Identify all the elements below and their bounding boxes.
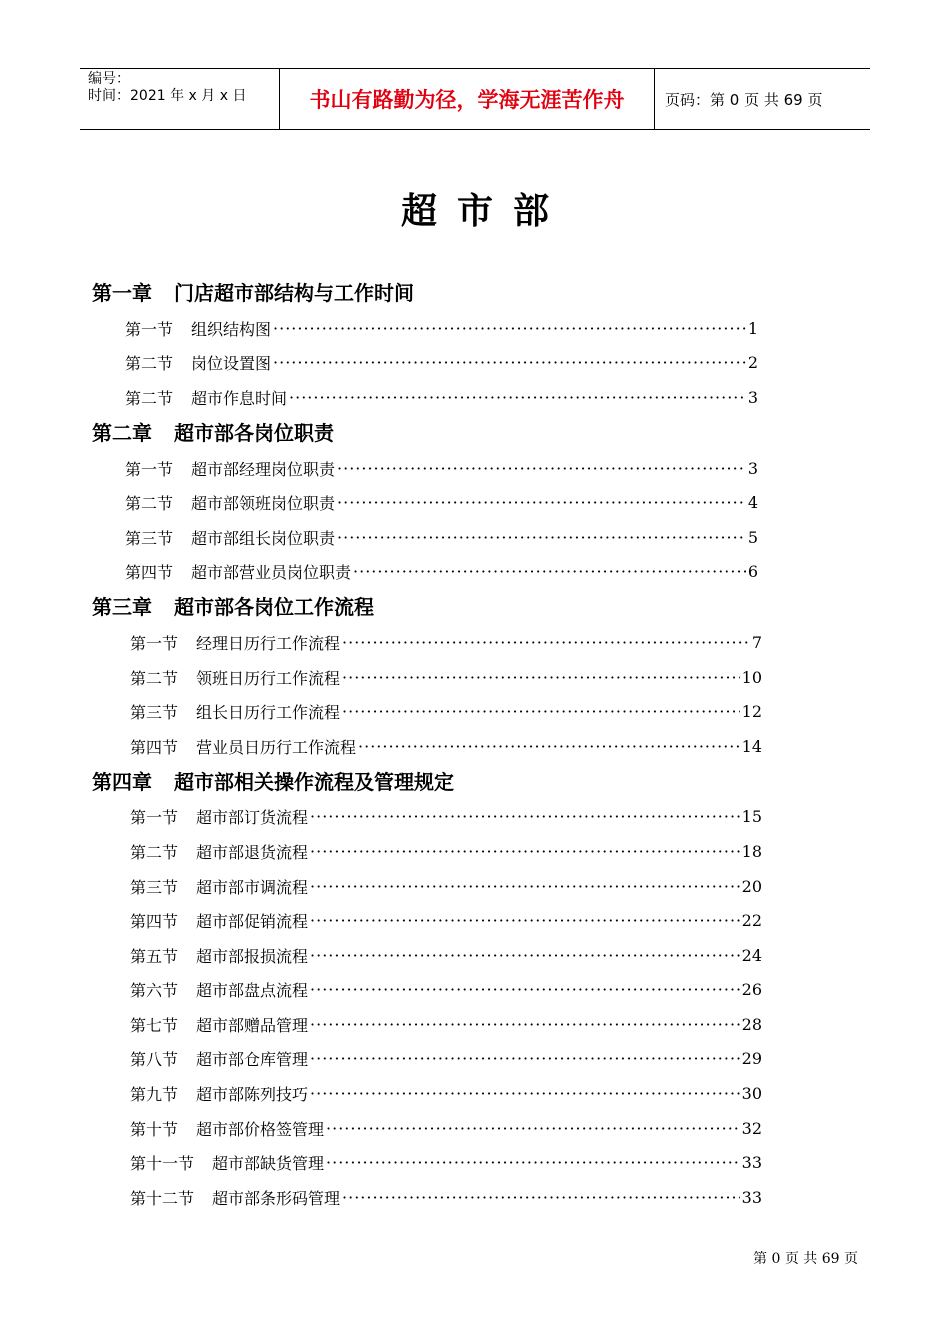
toc-entry[interactable] [0,555,950,590]
section-number: 第二节 [125,388,174,408]
section-title: 超市部盘点流程 [196,981,309,1001]
section-page-number: 1 [747,318,758,338]
chapter-number: 第四章 [92,769,152,794]
section-page-number: 3 [747,458,758,478]
dot-leader [358,737,740,756]
section-title: 经理日历行工作流程 [196,633,341,653]
toc-entry[interactable] [0,311,950,346]
section-page-number: 30 [741,1084,762,1104]
section-number: 第一节 [125,459,174,479]
dot-leader [353,562,746,581]
toc-entry[interactable] [0,1042,950,1077]
section-title: 超市部退货流程 [196,842,309,862]
table-of-contents [0,275,950,1215]
date-label: 时间：2021 年 x 月 x 日 [88,88,247,104]
dot-leader [326,1119,740,1138]
chapter-title: 超市部各岗位职责 [174,420,334,445]
dot-leader [342,1188,740,1207]
serial-label: 编号： [88,71,130,87]
dot-leader [310,946,740,965]
section-page-number: 4 [747,493,758,513]
section-number: 第五节 [130,946,179,966]
section-page-number: 28 [741,1014,762,1034]
chapter-title: 超市部相关操作流程及管理规定 [174,769,454,794]
dot-leader [310,842,740,861]
section-page-number: 3 [747,387,758,407]
section-number: 第二节 [130,668,179,688]
section-number: 第二节 [125,494,174,514]
dot-leader [337,459,746,478]
dot-leader [273,319,746,338]
section-number: 第二节 [125,354,174,374]
section-title: 超市部仓库管理 [196,1050,309,1070]
dot-leader [310,1049,740,1068]
page-header [80,68,870,130]
section-title: 超市部领班岗位职责 [191,494,336,514]
section-number: 第一节 [125,319,174,339]
section-page-number: 10 [741,667,762,687]
section-number: 第十节 [130,1119,179,1139]
toc-entry[interactable] [0,380,950,415]
section-page-number: 5 [747,527,758,547]
section-title: 超市部促销流程 [196,912,309,932]
toc-entry[interactable] [0,660,950,695]
dot-leader [310,911,740,930]
toc-entry[interactable] [0,520,950,555]
header-meta [80,69,280,129]
section-number: 第三节 [130,703,179,723]
dot-leader [326,1153,740,1172]
toc-entry[interactable] [0,451,950,486]
section-title: 超市部经理岗位职责 [191,459,336,479]
dot-leader [310,1015,740,1034]
section-title: 组织结构图 [191,319,272,339]
toc-entry[interactable] [0,1076,950,1111]
toc-entry[interactable] [0,869,950,904]
toc-entry[interactable] [0,729,950,764]
chapter-heading[interactable] [92,415,950,451]
section-title: 超市部陈列技巧 [196,1085,309,1105]
header-motto: 书山有路勤为径，学海无涯苦作舟 [280,69,655,129]
chapter-heading[interactable] [92,589,950,625]
dot-leader [337,493,746,512]
toc-entry[interactable] [0,1111,950,1146]
section-title: 超市部报损流程 [196,946,309,966]
section-title: 超市部市调流程 [196,877,309,897]
toc-entry[interactable] [0,1180,950,1215]
toc-entry[interactable] [0,903,950,938]
section-page-number: 18 [741,841,762,861]
chapter-number: 第一章 [92,281,152,305]
section-page-number: 12 [741,702,762,722]
chapter-title: 超市部各岗位工作流程 [174,595,374,620]
section-title: 超市部价格签管理 [196,1119,325,1139]
section-title: 超市部订货流程 [196,808,309,828]
section-number: 第十一节 [130,1154,195,1174]
toc-entry[interactable] [0,625,950,660]
section-number: 第九节 [130,1085,179,1105]
section-page-number: 6 [747,562,758,582]
section-number: 第三节 [125,528,174,548]
section-title: 超市作息时间 [191,388,288,408]
section-page-number: 29 [741,1049,762,1069]
chapter-number: 第三章 [92,595,152,620]
section-number: 第四节 [130,912,179,932]
dot-leader [310,980,740,999]
toc-entry[interactable] [0,800,950,835]
dot-leader [310,877,740,896]
section-page-number: 20 [741,876,762,896]
section-title: 超市部组长岗位职责 [191,528,336,548]
section-page-number: 22 [741,911,762,931]
toc-entry[interactable] [0,973,950,1008]
chapter-title: 门店超市部结构与工作时间 [174,281,414,305]
section-title: 领班日历行工作流程 [196,668,341,688]
section-number: 第六节 [130,981,179,1001]
section-number: 第二节 [130,842,179,862]
section-title: 超市部条形码管理 [212,1188,341,1208]
page-footer: 第 0 页 共 69 页 [753,1251,858,1267]
chapter-number: 第二章 [92,420,152,445]
toc-entry[interactable] [0,346,950,381]
toc-entry[interactable] [0,485,950,520]
section-title: 岗位设置图 [191,354,272,374]
section-page-number: 26 [741,980,762,1000]
section-title: 超市部缺货管理 [212,1154,325,1174]
section-number: 第三节 [130,877,179,897]
chapter-heading[interactable] [92,764,950,800]
section-page-number: 14 [741,736,762,756]
dot-leader [310,807,740,826]
dot-leader [342,668,740,687]
section-page-number: 33 [741,1187,762,1207]
section-page-number: 15 [741,807,762,827]
document-title: 超市部 [400,191,569,232]
toc-entry[interactable] [0,1145,950,1180]
dot-leader [310,1084,740,1103]
dot-leader [337,528,746,547]
chapter-heading[interactable] [92,275,950,311]
section-number: 第四节 [130,737,179,757]
section-page-number: 2 [747,353,758,373]
section-title: 超市部赠品管理 [196,1015,309,1035]
section-number: 第八节 [130,1050,179,1070]
section-number: 第一节 [130,808,179,828]
toc-entry[interactable] [0,694,950,729]
dot-leader [273,353,746,372]
section-title: 超市部营业员岗位职责 [191,563,352,583]
dot-leader [289,388,746,407]
section-number: 第七节 [130,1015,179,1035]
toc-entry[interactable] [0,1007,950,1042]
dot-leader [342,633,750,652]
section-page-number: 33 [741,1153,762,1173]
toc-entry[interactable] [0,938,950,973]
section-number: 第一节 [130,633,179,653]
section-number: 第四节 [125,563,174,583]
header-page-label: 页码：第 0 页 共 69 页 [665,90,823,109]
toc-entry[interactable] [0,834,950,869]
section-title: 组长日历行工作流程 [196,703,341,723]
dot-leader [342,702,740,721]
section-title: 营业员日历行工作流程 [196,737,357,757]
section-page-number: 24 [741,945,762,965]
section-page-number: 32 [741,1118,762,1138]
section-page-number: 7 [751,632,762,652]
section-number: 第十二节 [130,1188,195,1208]
